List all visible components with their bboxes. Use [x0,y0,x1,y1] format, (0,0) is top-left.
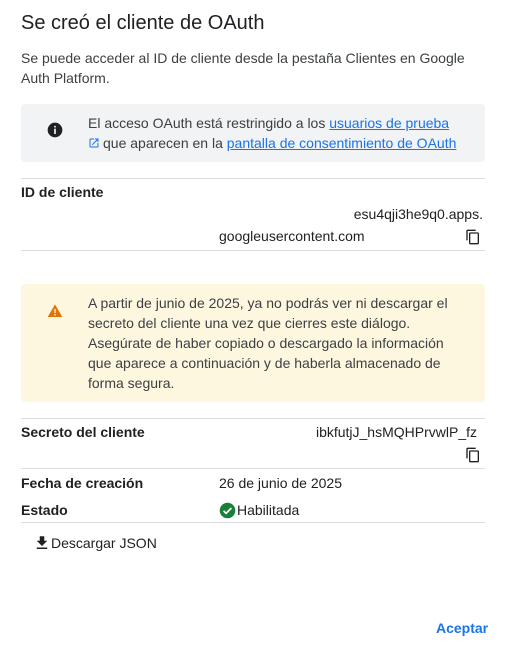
external-link-icon[interactable] [88,137,100,149]
check-circle-icon [219,502,236,519]
creation-date-label: Fecha de creación [21,475,144,491]
divider [21,178,485,179]
download-json-button[interactable] [33,532,157,554]
info-banner [21,104,485,162]
download-json-label: Descargar JSON [51,535,157,551]
info-text-middle: que aparecen en la [103,135,227,151]
dialog-intro: Se puede acceder al ID de cliente desde la pestaña Clientes en Google Auth Platform. [21,50,465,86]
divider [21,418,485,419]
dialog-title: Se creó el cliente de OAuth [21,12,265,34]
download-icon [33,534,51,552]
consent-screen-link[interactable]: pantalla de consentimiento de OAuth [226,135,457,151]
client-id-value-line1: esu4qji3he9q0.apps. [353,206,483,222]
client-secret-label: Secreto del cliente [21,424,145,440]
copy-client-secret-icon[interactable] [465,447,481,463]
info-text-before: El acceso OAuth está restringido a los [88,115,330,131]
divider [21,250,485,251]
warning-text: A partir de junio de 2025, ya no podrás ver ni descargar el secreto del cliente una vez que cierres este diálogo. Asegúrate de haber copiado o descargado la información que aparece a continuación y de haberla almacenado de forma segura. [88,295,448,391]
info-text [88,113,478,153]
creation-date-value: 26 de junio de 2025 [219,475,342,491]
warning-banner [21,284,485,402]
warning-icon [47,303,63,319]
divider [21,468,485,469]
client-secret-value: ibkfutjJ_hsMQHPrvwlP_fz [315,424,477,440]
info-icon [47,122,63,138]
accept-button[interactable]: Aceptar [436,620,489,636]
copy-client-id-icon[interactable] [465,229,481,245]
test-users-link[interactable]: usuarios de prueba [329,115,450,131]
client-id-value-line2: googleusercontent.com [219,228,365,244]
divider [21,522,485,523]
client-id-label: ID de cliente [21,184,104,200]
status-value: Habilitada [237,502,300,518]
status-label: Estado [21,502,68,518]
